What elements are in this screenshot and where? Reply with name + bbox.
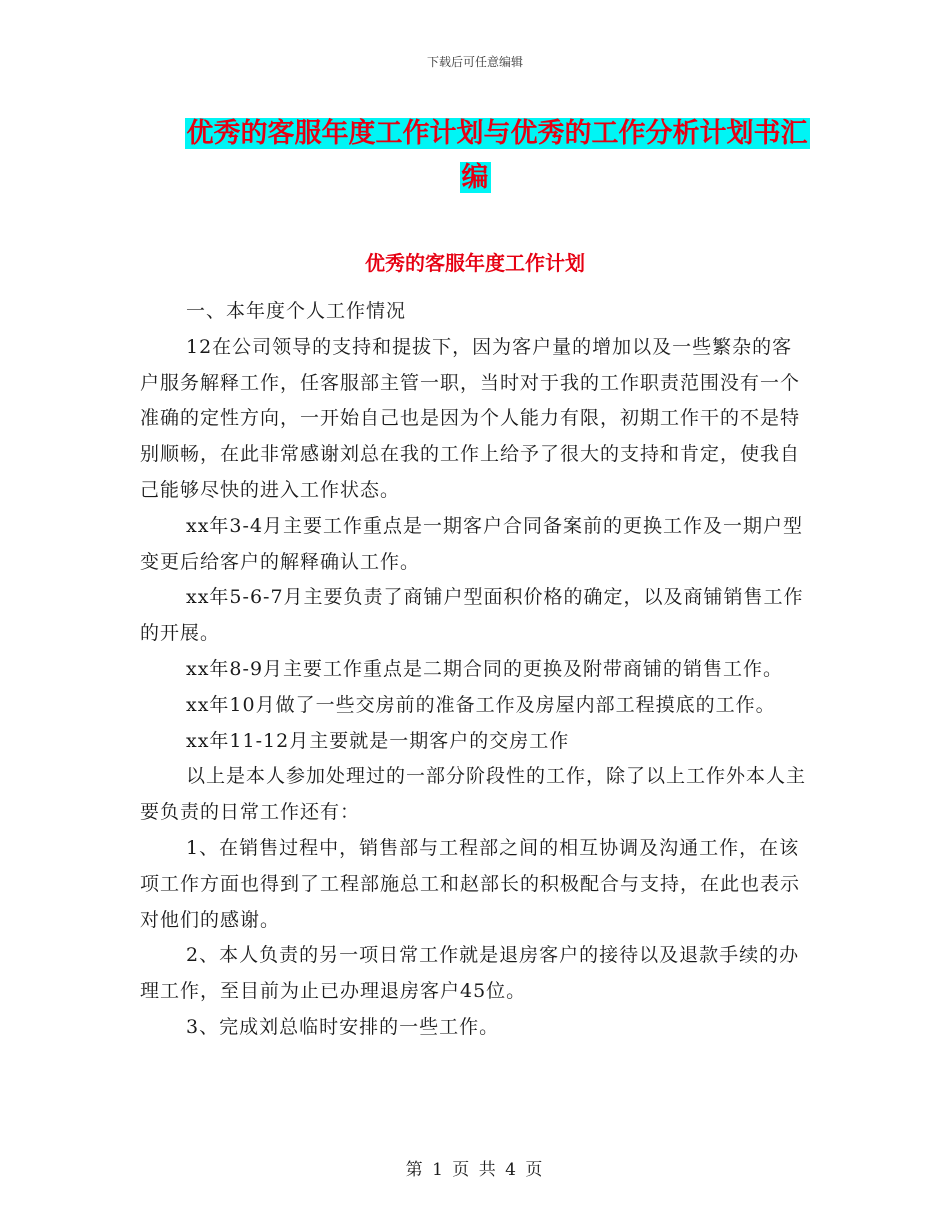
paragraph: 1、在销售过程中，销售部与工程部之间的相互协调及沟通工作，在该项工作方面也得到了工程部施总工和赵部长的积极配合与支持，在此也表示对他们的感谢。 <box>140 836 801 931</box>
paragraph: 2、本人负责的另一项日常工作就是退房客户的接待以及退款手续的办理工作，至目前为止已办理退房客户45位。 <box>140 944 800 1003</box>
paragraph: 一、本年度个人工作情况 <box>186 300 407 322</box>
page-number: 第 1 页 共 4 页 <box>405 1160 545 1180</box>
paragraph: xx年11-12月主要就是一期客户的交房工作 <box>186 729 570 752</box>
paragraph: xx年5-6-7月主要负责了商铺户型面积价格的确定，以及商铺销售工作的开展。 <box>140 586 804 645</box>
document-body <box>140 294 806 1046</box>
paragraph: xx年3-4月主要工作重点是一期客户合同备案前的更换工作及一期户型变更后给客户的解释确认工作。 <box>140 514 804 573</box>
title-line-2: 编 <box>461 162 489 193</box>
paragraph: 以上是本人参加处理过的一部分阶段性的工作，除了以上工作外本人主要负责的日常工作还有： <box>140 765 807 824</box>
document-title <box>0 112 950 200</box>
section-title: 优秀的客服年度工作计划 <box>365 251 585 275</box>
title-line-1: 优秀的客服年度工作计划与优秀的工作分析计划书汇 <box>186 118 808 149</box>
paragraph: 3、完成刘总临时安排的一些工作。 <box>186 1015 500 1038</box>
paragraph: xx年10月做了一些交房前的准备工作及房屋内部工程摸底的工作。 <box>186 693 776 716</box>
paragraph: xx年8-9月主要工作重点是二期合同的更换及附带商铺的销售工作。 <box>186 657 784 680</box>
page-header: 下载后可任意编辑 <box>426 55 523 69</box>
paragraph: 12在公司领导的支持和提拔下，因为客户量的增加以及一些繁杂的客户服务解释工作，任客服部主管一职，当时对于我的工作职责范围没有一个准确的定性方向，一开始自己也是因为个人能力有限，初期工作干的不是特别顺畅，在此非常感谢刘总在我的工作上给予了很大的支持和肯定，使我自己能够尽快的进入工作状态。 <box>140 335 801 501</box>
